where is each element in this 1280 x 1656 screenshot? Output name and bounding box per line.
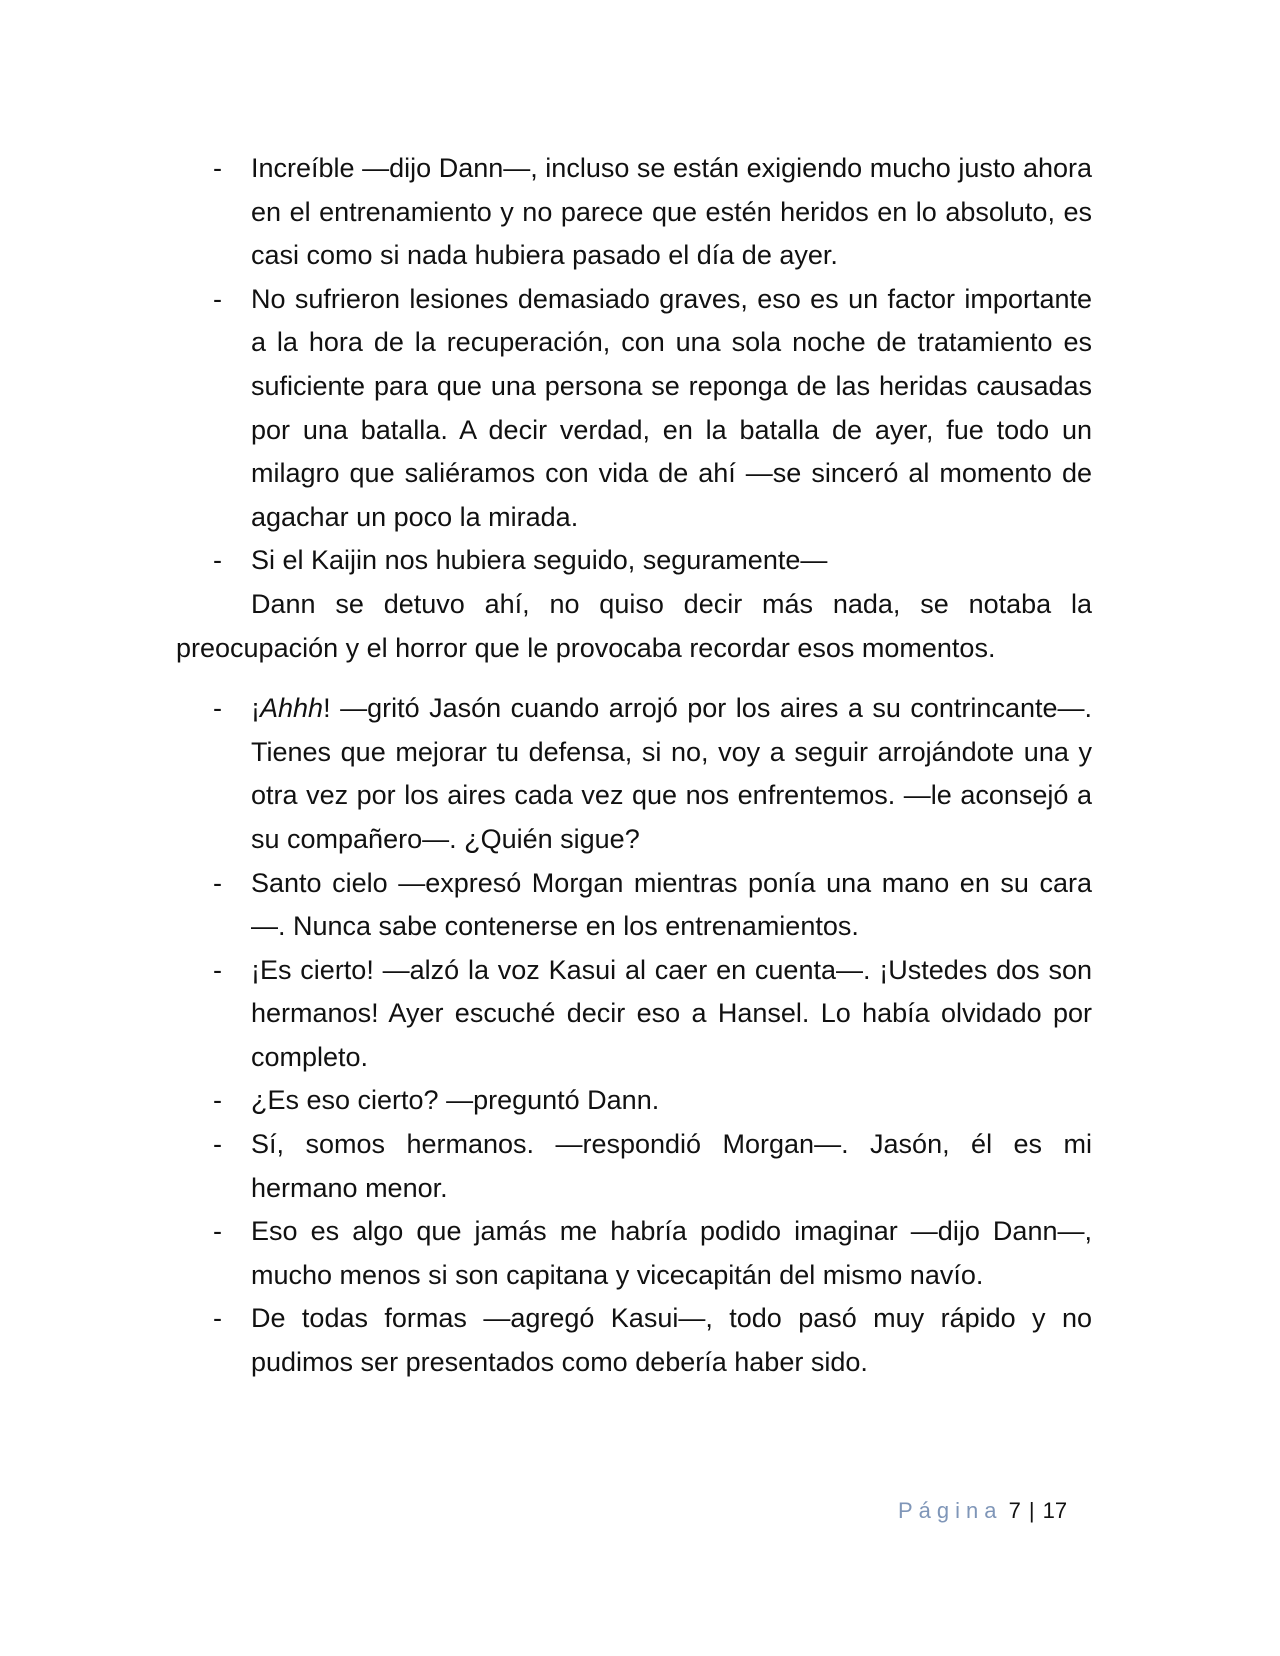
italic-exclamation: Ahhh: [260, 693, 324, 724]
dialogue-paragraph: [176, 1210, 1092, 1297]
narration-paragraph: Dann se detuvo ahí, no quiso decir más nada, se notaba la preocupación y el horror que le provocaba recordar esos momentos.: [176, 588, 1092, 663]
dialogue-text: ¿Es eso cierto? —preguntó Dann.: [251, 1085, 660, 1116]
page-separator: |: [1028, 1498, 1035, 1523]
dialogue-text: Sí, somos hermanos. —respondió Morgan—. Jasón, él es mi hermano menor.: [251, 1129, 1092, 1203]
dialogue-paragraph: [176, 1079, 1092, 1123]
page-number: 7: [1008, 1498, 1021, 1523]
dialogue-text: Si el Kaijin nos hubiera seguido, seguramente—: [251, 545, 828, 576]
dialogue-paragraph: [176, 278, 1092, 540]
dialogue-dash: -: [213, 545, 222, 576]
dialogue-dash: -: [213, 867, 222, 898]
dialogue-dash: -: [213, 153, 222, 183]
dialogue-dash: -: [213, 1303, 222, 1334]
dialogue-dash: -: [213, 1216, 222, 1247]
dialogue-paragraph: [176, 1297, 1092, 1384]
dialogue-dash: -: [213, 1085, 222, 1116]
dialogue-paragraph: [176, 147, 1092, 278]
dialogue-text-rest: ! —gritó Jasón cuando arrojó por los aires a su contrincante—. Tienes que mejorar tu defensa, si no, voy a seguir arrojándote una y otra vez por los aires cada vez que nos enfrentemos. —le aconsejó a su compañero—. ¿Quién sigue?: [251, 693, 1092, 854]
dialogue-text: [251, 693, 1092, 854]
dialogue-dash: -: [213, 954, 222, 985]
dialogue-dash: -: [213, 693, 222, 724]
dialogue-dash: -: [213, 1129, 222, 1160]
dialogue-text: Santo cielo —expresó Morgan mientras ponía una mano en su cara—. Nunca sabe contenerse en los entrenamientos.: [251, 867, 1092, 942]
story-text: [176, 147, 1092, 1385]
dialogue-paragraph: [176, 1123, 1092, 1210]
dialogue-text: De todas formas —agregó Kasui—, todo pasó muy rápido y no pudimos ser presentados como debería haber sido.: [251, 1303, 1092, 1378]
dialogue-text: Increíble —dijo Dann—, incluso se están exigiendo mucho justo ahora en el entrenamiento y no parece que estén heridos en lo absoluto, es casi como si nada hubiera pasado el día de ayer.: [251, 153, 1092, 271]
inverted-exclamation: ¡: [251, 693, 260, 724]
dialogue-text: ¡Es cierto! —alzó la voz Kasui al caer en cuenta—. ¡Ustedes dos son hermanos! Ayer escuché decir eso a Hansel. Lo había olvidado por completo.: [251, 954, 1092, 1072]
dialogue-paragraph: [176, 687, 1092, 861]
dialogue-paragraph: [176, 539, 1092, 583]
dialogue-paragraph: [176, 862, 1092, 949]
page-label: Página: [898, 1498, 1003, 1523]
dialogue-text: No sufrieron lesiones demasiado graves, eso es un factor importante a la hora de la recuperación, con una sola noche de tratamiento es suficiente para que una persona se reponga de las heridas causadas por una batalla. A decir verdad, en la batalla de ayer, fue todo un milagro que saliéramos con vida de ahí —se sinceró al momento de agachar un poco la mirada.: [251, 283, 1092, 532]
page-total: 17: [1042, 1498, 1068, 1523]
dialogue-paragraph: [176, 949, 1092, 1080]
dialogue-text: Eso es algo que jamás me habría podido imaginar —dijo Dann—, mucho menos si son capitana y vicecapitán del mismo navío.: [251, 1216, 1092, 1290]
page-footer: [898, 1496, 1067, 1526]
dialogue-dash: -: [213, 283, 222, 314]
